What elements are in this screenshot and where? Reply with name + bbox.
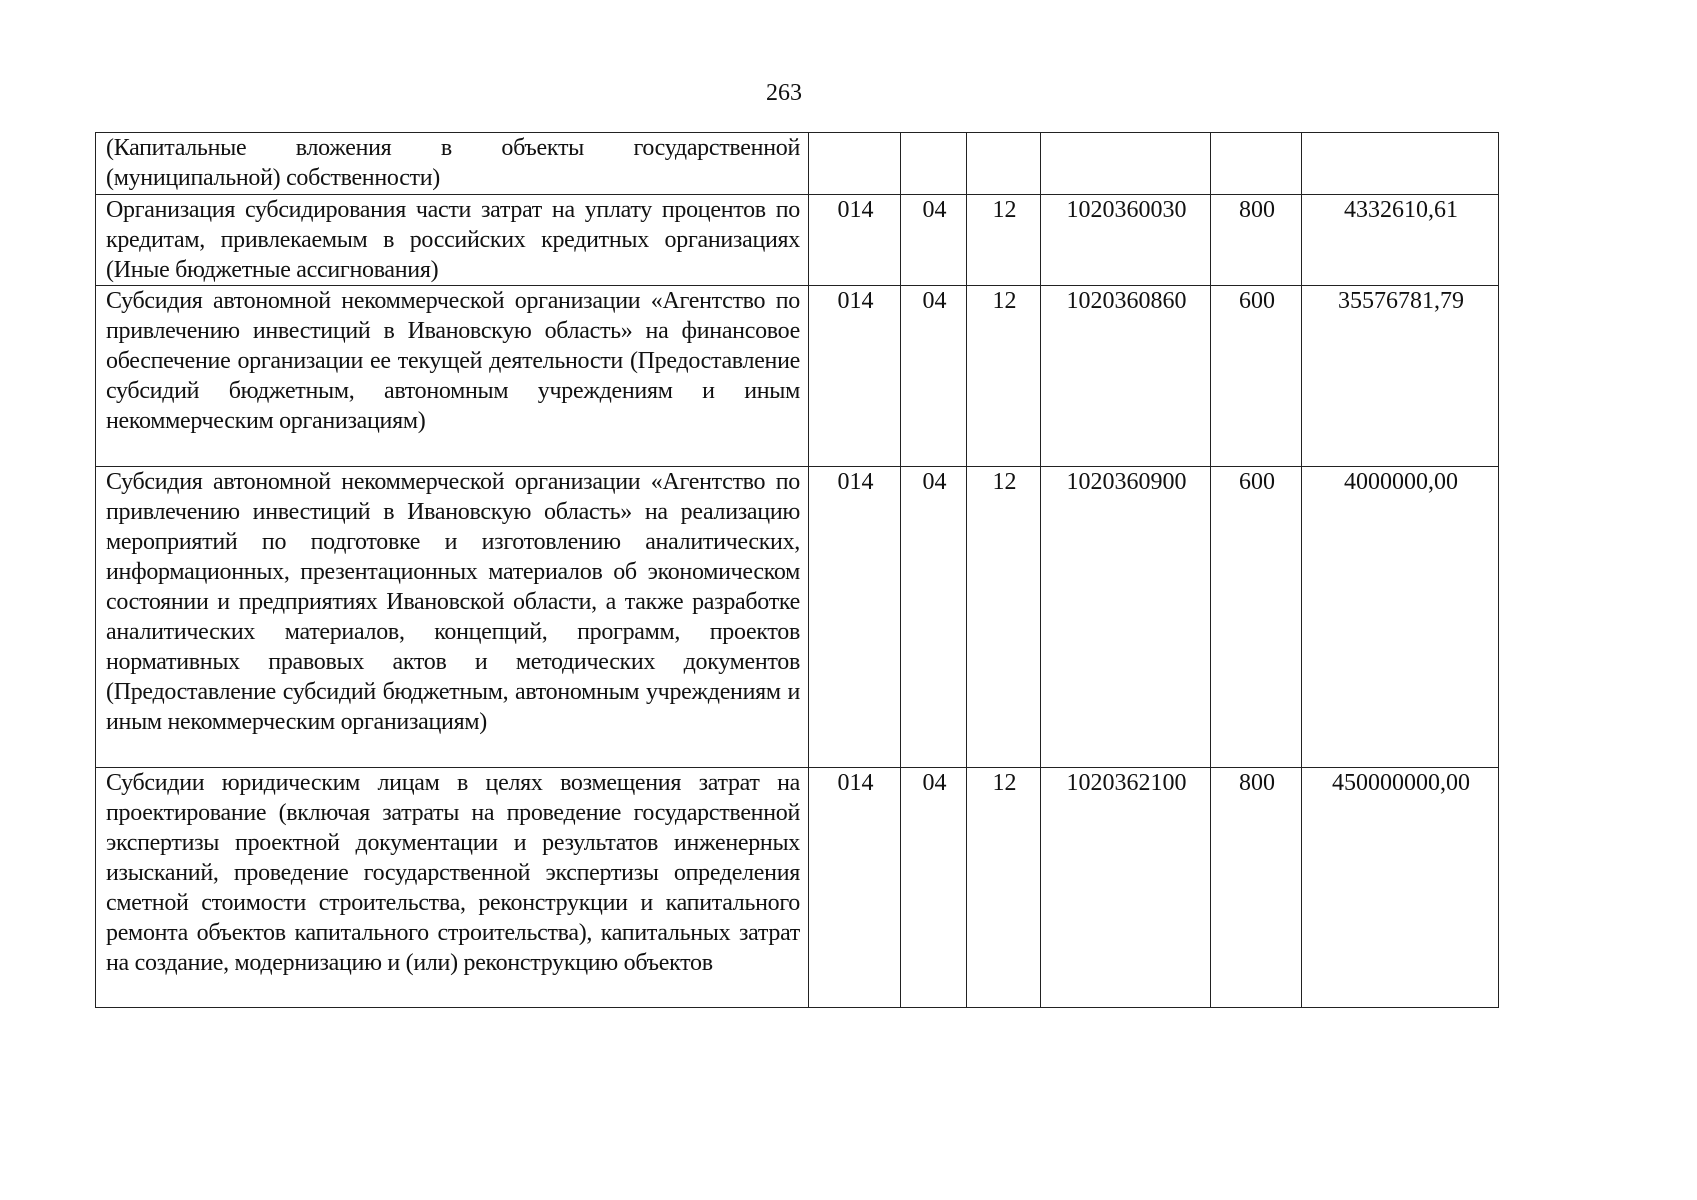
- expense-type-code: 600: [1211, 286, 1302, 467]
- expense-type-code: 800: [1211, 768, 1302, 1008]
- row-description: (Капитальные вложения в объекты государственной (муниципальной) собственности): [96, 133, 809, 195]
- section-code: 04: [901, 768, 967, 1008]
- section-code: 04: [901, 195, 967, 286]
- amount: 35576781,79: [1302, 286, 1499, 467]
- subsection-code: 12: [967, 768, 1041, 1008]
- table-row: [96, 286, 1499, 467]
- subsection-code: [967, 133, 1041, 195]
- expense-type-code: [1211, 133, 1302, 195]
- expense-type-code: 600: [1211, 467, 1302, 768]
- subsection-code: 12: [967, 467, 1041, 768]
- row-description: Субсидии юридическим лицам в целях возмещения затрат на проектирование (включая затраты на проведение государственной экспертизы проектной документации и результатов инженерных изысканий, проведение государственной экспертизы определения сметной стоимости строительства, реконструкции и капитального ремонта объектов капитального строительства), капитальных затрат на создание, модернизацию и (или) реконструкцию объектов: [96, 768, 809, 1008]
- target-article-code: 1020362100: [1041, 768, 1211, 1008]
- target-article-code: 1020360900: [1041, 467, 1211, 768]
- target-article-code: 1020360030: [1041, 195, 1211, 286]
- ministry-code: 014: [809, 768, 901, 1008]
- table-row: [96, 467, 1499, 768]
- row-description: Организация субсидирования части затрат на уплату процентов по кредитам, привлекаемым в российских кредитных организациях (Иные бюджетные ассигнования): [96, 195, 809, 286]
- page-number: 263: [766, 80, 802, 106]
- amount: 450000000,00: [1302, 768, 1499, 1008]
- amount: 4000000,00: [1302, 467, 1499, 768]
- row-description: Субсидия автономной некоммерческой организации «Агентство по привлечению инвестиций в Ивановскую область» на реализацию мероприятий по подготовке и изготовлению аналитических, информационных, презентационных материалов об экономическом состоянии и предприятиях Ивановской области, а также разработке аналитических материалов, концепций, программ, проектов нормативных правовых актов и методических документов (Предоставление субсидий бюджетным, автономным учреждениям и иным некоммерческим организациям): [96, 467, 809, 768]
- subsection-code: 12: [967, 286, 1041, 467]
- ministry-code: 014: [809, 467, 901, 768]
- table-row: [96, 133, 1499, 195]
- table-row: [96, 195, 1499, 286]
- ministry-code: 014: [809, 195, 901, 286]
- target-article-code: 1020360860: [1041, 286, 1211, 467]
- table-row: [96, 768, 1499, 1008]
- budget-table: [95, 132, 1499, 1008]
- expense-type-code: 800: [1211, 195, 1302, 286]
- amount: 4332610,61: [1302, 195, 1499, 286]
- subsection-code: 12: [967, 195, 1041, 286]
- ministry-code: 014: [809, 286, 901, 467]
- target-article-code: [1041, 133, 1211, 195]
- section-code: 04: [901, 467, 967, 768]
- amount: [1302, 133, 1499, 195]
- section-code: [901, 133, 967, 195]
- ministry-code: [809, 133, 901, 195]
- section-code: 04: [901, 286, 967, 467]
- row-description: Субсидия автономной некоммерческой организации «Агентство по привлечению инвестиций в Ивановскую область» на финансовое обеспечение организации ее текущей деятельности (Предоставление субсидий бюджетным, автономным учреждениям и иным некоммерческим организациям): [96, 286, 809, 467]
